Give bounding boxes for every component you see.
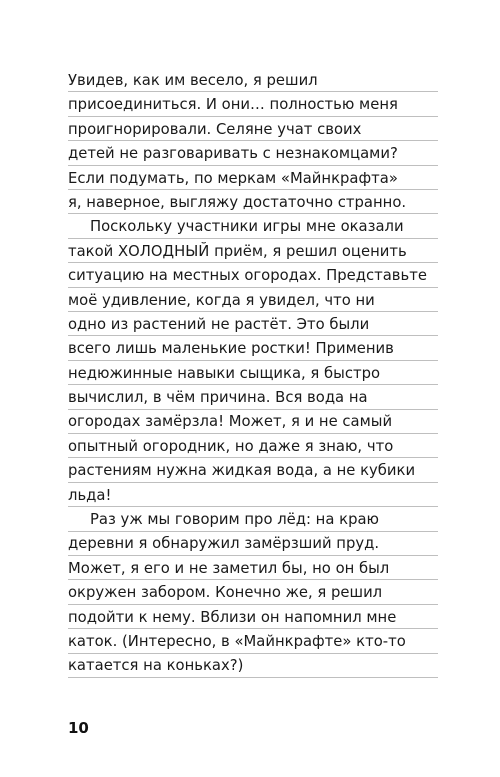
page-number: 10 <box>68 719 89 737</box>
text-line: катается на коньках?) <box>68 657 244 675</box>
text-line: Если подумать, по меркам «Майнкрафта» <box>68 169 398 187</box>
text-line: детей не разговаривать с незнакомцами? <box>68 145 398 163</box>
text-line: присоединиться. И они… полностью меня <box>68 96 398 114</box>
text-line: проигнорировали. Селяне учат своих <box>68 120 362 138</box>
text-line: Увидев, как им весело, я решил <box>68 72 318 89</box>
text-line: моё удивление, когда я увидел, что ни <box>68 291 375 309</box>
paragraph-3 <box>68 508 440 679</box>
text-line: льда! <box>68 486 112 504</box>
text-line: огородах замёрзла! Может, я и не самый <box>68 413 393 431</box>
text-line: окружен забором. Конечно же, я решил <box>68 584 383 602</box>
text-line: недюжинные навыки сыщика, я быстро <box>68 364 381 382</box>
text-line: каток. (Интересно, в «Майнкрафте» кто-то <box>68 632 406 650</box>
paragraph-2 <box>68 215 440 508</box>
body-text <box>68 69 440 679</box>
text-line: Раз уж мы говорим про лёд: на краю <box>90 511 379 529</box>
text-line: опытный огородник, но даже я знаю, что <box>68 437 394 455</box>
paragraph-1 <box>68 69 440 215</box>
text-line: растениям нужна жидкая вода, а не кубики <box>68 462 416 480</box>
text-line: одно из растений не растёт. Это были <box>68 315 370 333</box>
text-line: Поскольку участники игры мне оказали <box>90 218 404 236</box>
text-line: всего лишь маленькие ростки! Применив <box>68 340 394 358</box>
text-line: я, наверное, выгляжу достаточно странно. <box>68 193 407 211</box>
text-line: вычислил, в чём причина. Вся вода на <box>68 389 368 407</box>
text-line: такой ХОЛОДНЫЙ приём, я решил оценить <box>68 242 407 260</box>
text-line: Может, я его и не заметил бы, но он был <box>68 559 390 577</box>
text-line: подойти к нему. Вблизи он напомнил мне <box>68 608 397 626</box>
text-line: деревни я обнаружил замёрзший пруд. <box>68 535 380 553</box>
text-line: ситуацию на местных огородах. Представьте <box>68 267 427 285</box>
